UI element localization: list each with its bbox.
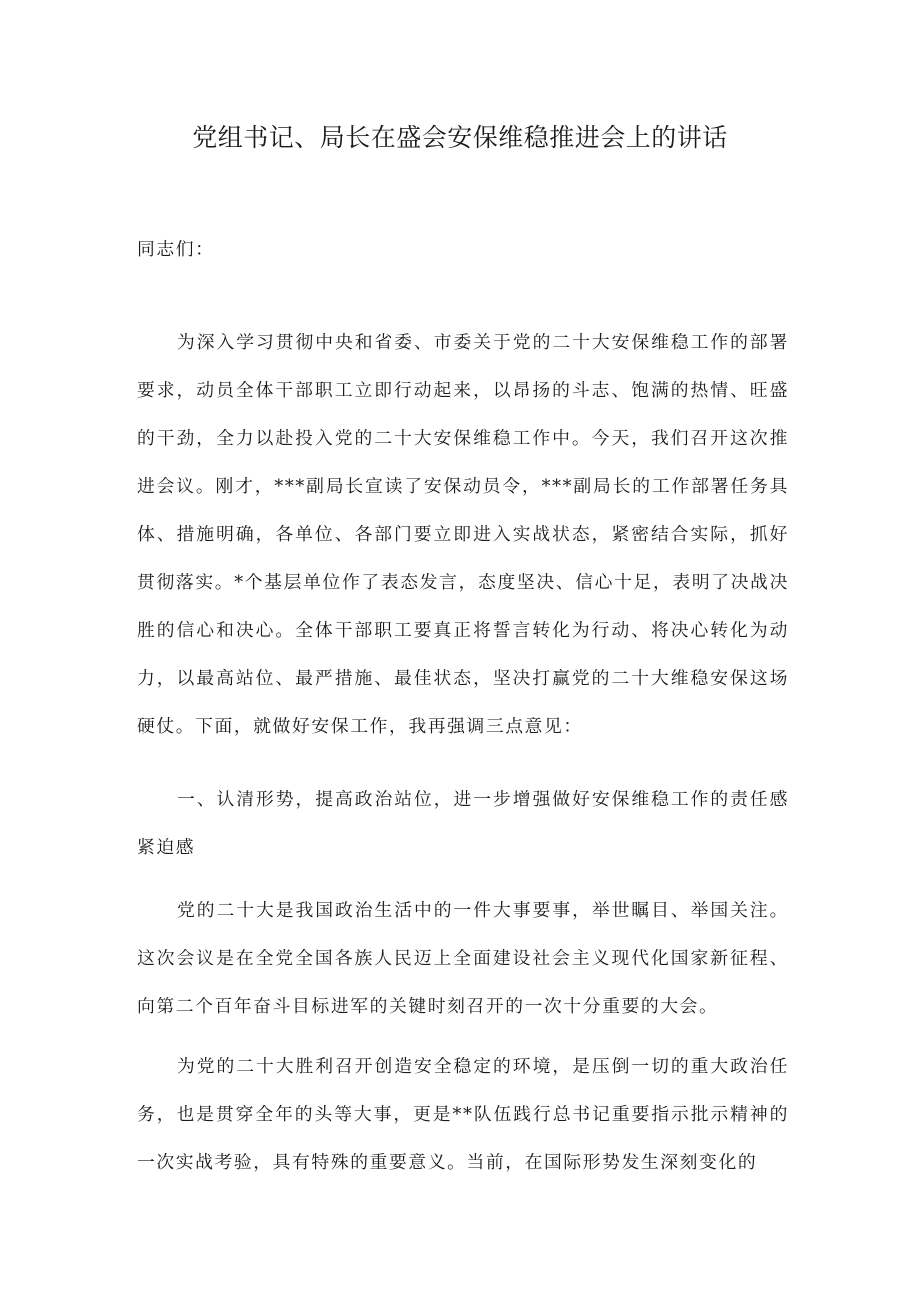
paragraph-2: 党的二十大是我国政治生活中的一件大事要事，举世瞩目、举国关注。这次会议是在全党全国各族人民迈上全面建设社会主义现代化国家新征程、向第二个百年奋斗目标进军的关键时刻召开的一次十分重要的大会。 <box>137 900 789 1017</box>
salutation: 同志们： <box>137 239 215 260</box>
paragraph-3: 为党的二十大胜利召开创造安全稳定的环境，是压倒一切的重大政治任务，也是贯穿全年的头等大事，更是**队伍践行总书记重要指示批示精神的一次实战考验，具有特殊的重要意义。当前，在国际形势发生深刻变化的 <box>137 1056 789 1173</box>
paragraph-intro: 为深入学习贯彻中央和省委、市委关于党的二十大安保维稳工作的部署要求，动员全体干部职工立即行动起来，以昂扬的斗志、饱满的热情、旺盛的干劲，全力以赴投入党的二十大安保维稳工作中。今天，我们召开这次推进会议。刚才，***副局长宣读了安保动员令，***副局长的工作部署任务具体、措施明确，各单位、各部门要立即进入实战状态，紧密结合实际，抓好贯彻落实。*个基层单位作了表态发言，态度坚决、信心十足，表明了决战决胜的信心和决心。全体干部职工要真正将誓言转化为行动、将决心转化为动力，以最高站位、最严措施、最佳状态，坚决打赢党的二十大维稳安保这场硬仗。下面，就做好安保工作，我再强调三点意见： <box>137 332 789 737</box>
document-title: 党组书记、局长在盛会安保维稳推进会上的讲话 <box>192 123 728 152</box>
section-heading-1: 一、认清形势，提高政治站位，进一步增强做好安保维稳工作的责任感紧迫感 <box>137 789 789 858</box>
